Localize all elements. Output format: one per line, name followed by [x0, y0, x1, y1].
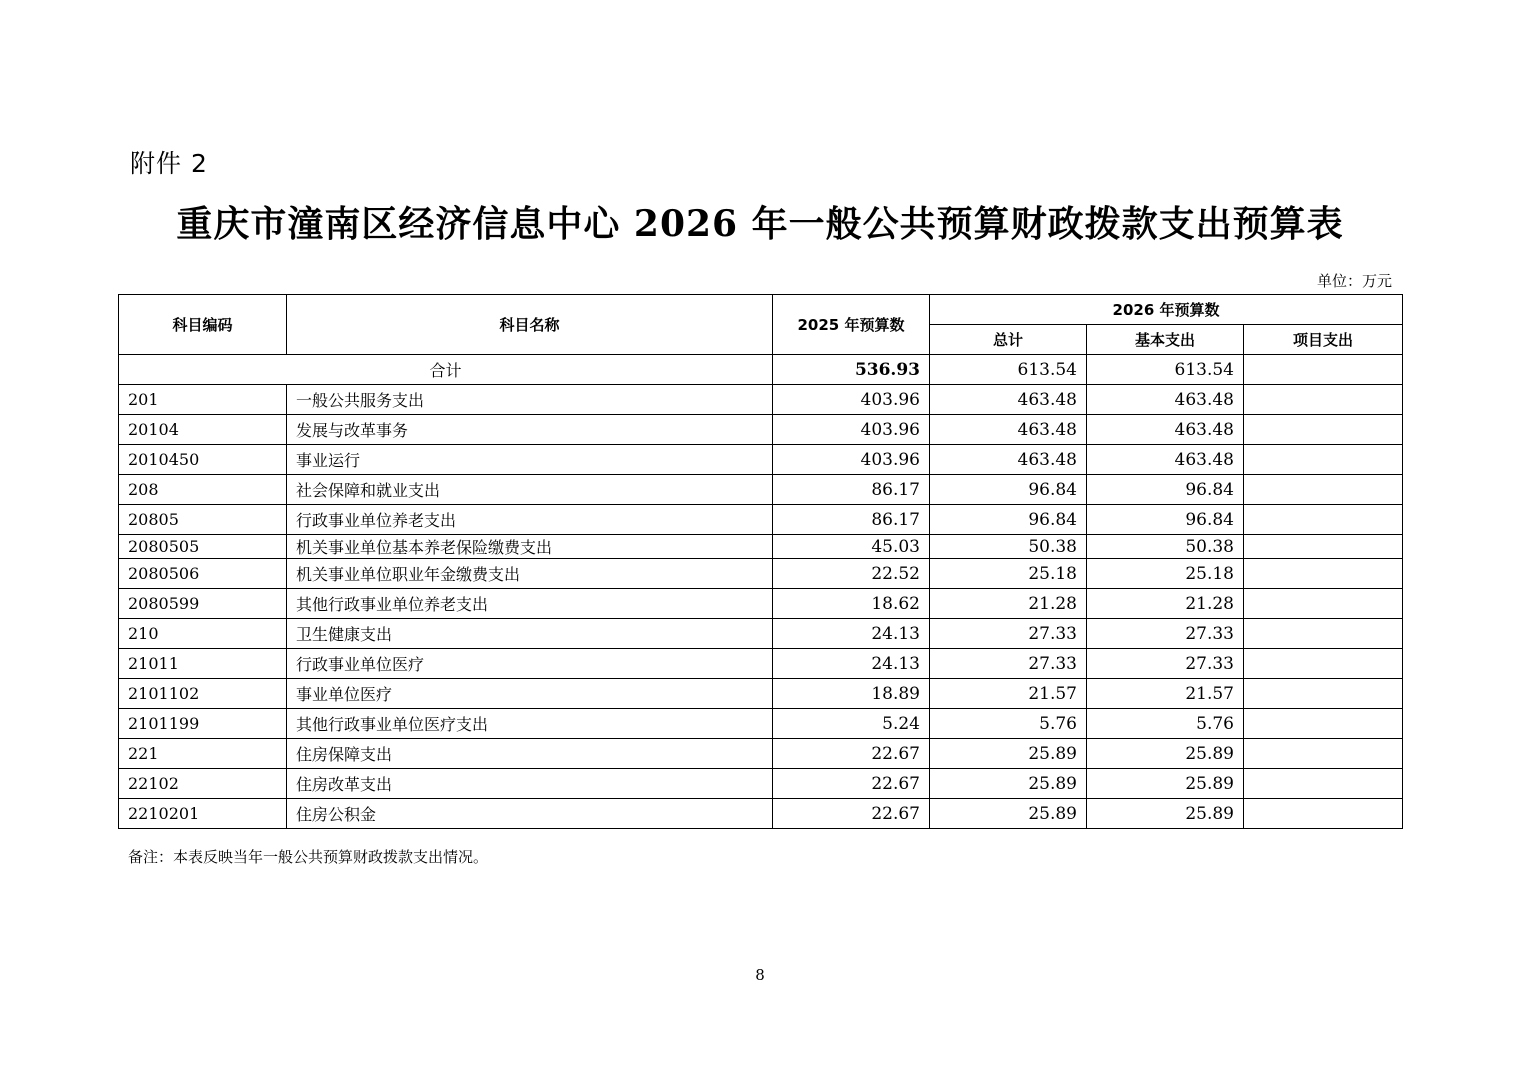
table-row — [119, 559, 1403, 589]
cell-name: 事业运行 — [287, 445, 773, 475]
total-total: 613.54 — [930, 355, 1087, 385]
cell-basic: 27.33 — [1087, 619, 1244, 649]
cell-budget-2025: 86.17 — [773, 505, 930, 535]
table-row — [119, 619, 1403, 649]
cell-total: 21.57 — [930, 679, 1087, 709]
table-row — [119, 769, 1403, 799]
cell-name: 发展与改革事务 — [287, 415, 773, 445]
cell-total: 96.84 — [930, 475, 1087, 505]
cell-code: 21011 — [119, 649, 287, 679]
total-row — [119, 355, 1403, 385]
cell-project — [1244, 535, 1403, 559]
budget-table — [118, 294, 1403, 829]
cell-code: 2080505 — [119, 535, 287, 559]
cell-basic: 25.89 — [1087, 799, 1244, 829]
page-title: 重庆市潼南区经济信息中心 2026 年一般公共预算财政拨款支出预算表 — [176, 203, 1344, 245]
cell-basic: 463.48 — [1087, 385, 1244, 415]
cell-name: 住房保障支出 — [287, 739, 773, 769]
table-row — [119, 475, 1403, 505]
cell-name: 其他行政事业单位养老支出 — [287, 589, 773, 619]
cell-name: 住房改革支出 — [287, 769, 773, 799]
cell-budget-2025: 22.67 — [773, 739, 930, 769]
cell-total: 25.18 — [930, 559, 1087, 589]
cell-project — [1244, 709, 1403, 739]
header-basic: 基本支出 — [1087, 325, 1244, 355]
cell-name: 住房公积金 — [287, 799, 773, 829]
cell-project — [1244, 385, 1403, 415]
cell-code: 208 — [119, 475, 287, 505]
cell-name: 其他行政事业单位医疗支出 — [287, 709, 773, 739]
cell-name: 事业单位医疗 — [287, 679, 773, 709]
cell-project — [1244, 739, 1403, 769]
cell-total: 25.89 — [930, 799, 1087, 829]
cell-budget-2025: 403.96 — [773, 415, 930, 445]
cell-name: 一般公共服务支出 — [287, 385, 773, 415]
cell-name: 行政事业单位医疗 — [287, 649, 773, 679]
header-project: 项目支出 — [1244, 325, 1403, 355]
cell-budget-2025: 18.62 — [773, 589, 930, 619]
cell-code: 20104 — [119, 415, 287, 445]
cell-basic: 25.89 — [1087, 739, 1244, 769]
cell-name: 社会保障和就业支出 — [287, 475, 773, 505]
cell-budget-2025: 22.67 — [773, 769, 930, 799]
cell-total: 21.28 — [930, 589, 1087, 619]
cell-total: 5.76 — [930, 709, 1087, 739]
cell-code: 2080599 — [119, 589, 287, 619]
cell-name: 机关事业单位基本养老保险缴费支出 — [287, 535, 773, 559]
cell-total: 27.33 — [930, 649, 1087, 679]
cell-budget-2025: 24.13 — [773, 649, 930, 679]
cell-name: 行政事业单位养老支出 — [287, 505, 773, 535]
cell-project — [1244, 415, 1403, 445]
total-project — [1244, 355, 1403, 385]
cell-code: 20805 — [119, 505, 287, 535]
cell-total: 463.48 — [930, 445, 1087, 475]
table-row — [119, 709, 1403, 739]
cell-project — [1244, 475, 1403, 505]
cell-code: 201 — [119, 385, 287, 415]
cell-code: 2080506 — [119, 559, 287, 589]
cell-code: 2210201 — [119, 799, 287, 829]
header-name: 科目名称 — [287, 295, 773, 355]
cell-budget-2025: 18.89 — [773, 679, 930, 709]
cell-code: 22102 — [119, 769, 287, 799]
table-note: 备注：本表反映当年一般公共预算财政拨款支出情况。 — [128, 848, 489, 866]
cell-project — [1244, 445, 1403, 475]
cell-code: 2010450 — [119, 445, 287, 475]
cell-total: 27.33 — [930, 619, 1087, 649]
table-row — [119, 445, 1403, 475]
cell-budget-2025: 403.96 — [773, 445, 930, 475]
cell-name: 机关事业单位职业年金缴费支出 — [287, 559, 773, 589]
header-budget-2026: 2026 年预算数 — [930, 295, 1403, 325]
table-header — [119, 295, 1403, 355]
cell-project — [1244, 619, 1403, 649]
cell-project — [1244, 589, 1403, 619]
cell-basic: 25.89 — [1087, 769, 1244, 799]
cell-basic: 21.28 — [1087, 589, 1244, 619]
cell-basic: 463.48 — [1087, 445, 1244, 475]
cell-budget-2025: 403.96 — [773, 385, 930, 415]
cell-code: 210 — [119, 619, 287, 649]
total-budget-2025: 536.93 — [773, 355, 930, 385]
cell-total: 463.48 — [930, 385, 1087, 415]
table-body — [119, 355, 1403, 829]
cell-budget-2025: 5.24 — [773, 709, 930, 739]
cell-total: 50.38 — [930, 535, 1087, 559]
table-row — [119, 415, 1403, 445]
header-budget-2025: 2025 年预算数 — [773, 295, 930, 355]
cell-project — [1244, 769, 1403, 799]
total-label: 合计 — [119, 355, 773, 385]
table-row — [119, 799, 1403, 829]
cell-budget-2025: 45.03 — [773, 535, 930, 559]
cell-budget-2025: 22.52 — [773, 559, 930, 589]
cell-basic: 50.38 — [1087, 535, 1244, 559]
cell-basic: 463.48 — [1087, 415, 1244, 445]
table-row — [119, 505, 1403, 535]
cell-budget-2025: 24.13 — [773, 619, 930, 649]
cell-project — [1244, 649, 1403, 679]
cell-budget-2025: 22.67 — [773, 799, 930, 829]
cell-project — [1244, 559, 1403, 589]
header-total: 总计 — [930, 325, 1087, 355]
cell-budget-2025: 86.17 — [773, 475, 930, 505]
table-row — [119, 535, 1403, 559]
table-row — [119, 739, 1403, 769]
cell-basic: 96.84 — [1087, 505, 1244, 535]
cell-basic: 21.57 — [1087, 679, 1244, 709]
cell-code: 2101102 — [119, 679, 287, 709]
cell-basic: 27.33 — [1087, 649, 1244, 679]
cell-total: 25.89 — [930, 739, 1087, 769]
table-row — [119, 385, 1403, 415]
header-code: 科目编码 — [119, 295, 287, 355]
cell-project — [1244, 679, 1403, 709]
attachment-label: 附件 2 — [130, 149, 208, 178]
cell-name: 卫生健康支出 — [287, 619, 773, 649]
unit-label: 单位：万元 — [1316, 272, 1392, 290]
cell-basic: 25.18 — [1087, 559, 1244, 589]
cell-basic: 5.76 — [1087, 709, 1244, 739]
page-number: 8 — [755, 966, 765, 984]
cell-code: 2101199 — [119, 709, 287, 739]
cell-total: 25.89 — [930, 769, 1087, 799]
cell-total: 463.48 — [930, 415, 1087, 445]
cell-project — [1244, 799, 1403, 829]
table-row — [119, 589, 1403, 619]
cell-total: 96.84 — [930, 505, 1087, 535]
cell-code: 221 — [119, 739, 287, 769]
cell-basic: 96.84 — [1087, 475, 1244, 505]
total-basic: 613.54 — [1087, 355, 1244, 385]
table-row — [119, 649, 1403, 679]
table-row — [119, 679, 1403, 709]
cell-project — [1244, 505, 1403, 535]
